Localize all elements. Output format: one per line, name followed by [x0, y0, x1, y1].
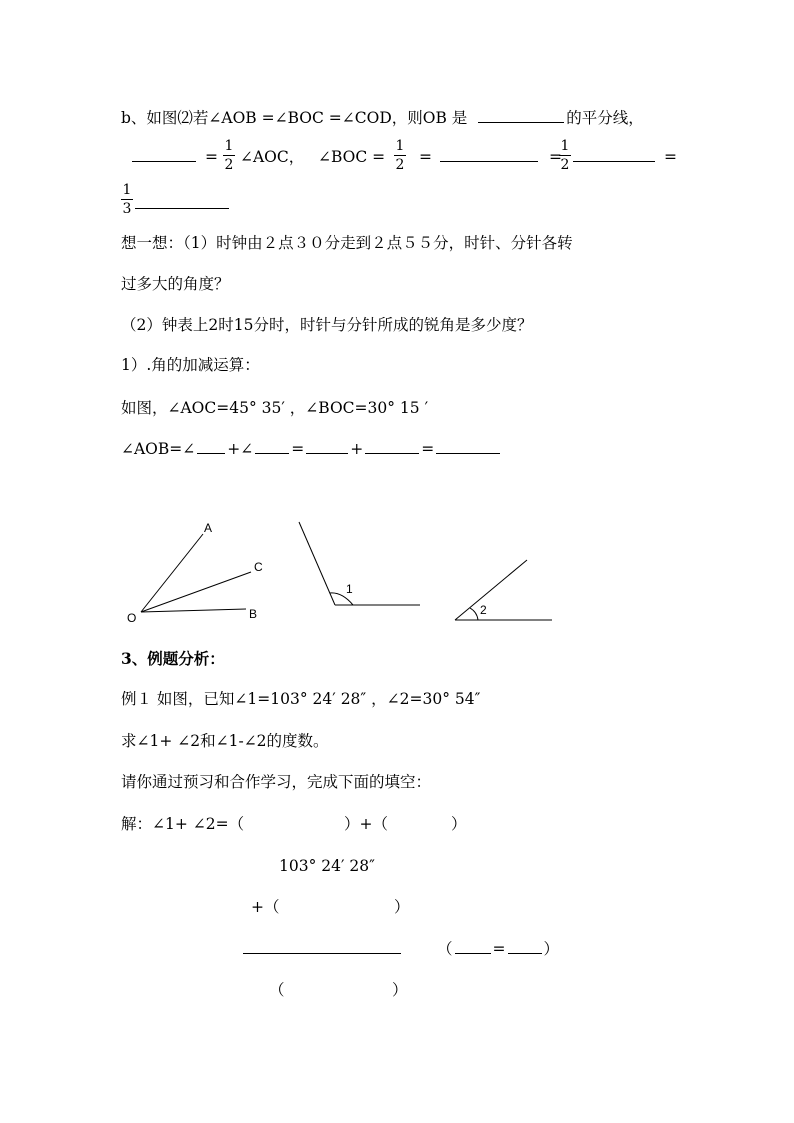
angle-2-ray-a [455, 560, 527, 620]
blank-angle-5 [436, 452, 500, 454]
blank-angle-2 [255, 452, 289, 454]
result-open: （ [269, 981, 285, 999]
label-c: C [254, 560, 263, 574]
blank-3 [573, 160, 655, 162]
think-q2: （2）钟表上2时15分时，时针与分针所成的锐角是多少度？ [121, 316, 533, 334]
think-q1-line2: 过多大的角度？ [121, 275, 230, 293]
solution-end: ） [451, 815, 467, 833]
label-b: B [249, 607, 258, 621]
solution-mid: ）+（ [344, 815, 388, 833]
section-b-line1 [121, 111, 644, 127]
fraction-half-2: 1 2 [395, 138, 405, 173]
eq-3: = [549, 148, 562, 166]
example-line1: 例１ 如图，已知∠1=103° 24′ 28″ ，∠2=30° 54″ [121, 690, 481, 708]
section-b-line2 [130, 150, 198, 166]
ops-heading: 1）.角的加减运算： [121, 356, 260, 374]
angle-1-ray-a [299, 522, 335, 605]
label-o: O [127, 611, 137, 625]
solution-plus-close: ） [394, 898, 410, 916]
angle-figures [0, 510, 794, 640]
ops-given: 如图，∠AOC=45° 35′ ，∠BOC=30° 15 ′ [121, 399, 429, 417]
think-q1-line1: 想一想：（1）时钟由２点３０分走到２点５５分，时针、分针各转 [121, 234, 573, 252]
angle-2-arc [470, 608, 478, 620]
label-a: A [204, 521, 213, 535]
angle-aoc-text: ∠AOC， [240, 148, 305, 166]
label-1: 1 [346, 582, 353, 596]
carry-paren: （ = ） [437, 940, 560, 958]
blank-angle-4 [365, 452, 419, 454]
example-line2: 求∠1+ ∠2和∠1-∠2的度数。 [121, 732, 329, 750]
blank-carry-1 [455, 952, 491, 954]
blank-2 [440, 160, 538, 162]
angle-boc-text: ∠BOC = [318, 148, 386, 166]
eq-1: = [205, 148, 218, 166]
blank-3-wrap [571, 150, 657, 166]
example-line3: 请你通过预习和合作学习，完成下面的填空： [121, 773, 432, 791]
label-2: 2 [480, 603, 487, 617]
figure-aob [141, 534, 251, 612]
section-b-suffix: 的平分线， [566, 109, 644, 127]
example-heading: 3、例题分析： [121, 649, 225, 668]
blank-bisector [478, 121, 564, 123]
ray-ob [141, 609, 246, 612]
sum-line [243, 952, 401, 954]
fraction-third: 1 3 [122, 182, 132, 217]
fraction-half-3: 1 2 [560, 138, 570, 173]
ops-aob-line: ∠AOB=∠ +∠ = + = [121, 442, 502, 458]
sum-line-wrap [241, 942, 403, 958]
result-close: ） [392, 981, 408, 999]
eq-4: = [664, 148, 677, 166]
solution-value: 103° 24′ 28″ [279, 857, 375, 875]
blank-4-wrap [133, 197, 231, 213]
blank-2-wrap [438, 150, 540, 166]
blank-1 [132, 160, 196, 162]
blank-angle-1 [197, 452, 225, 454]
blank-4 [135, 207, 229, 209]
section-b-prefix: b、如图⑵若∠AOB =∠BOC =∠COD，则OB 是 [121, 109, 468, 127]
eq-2: = [419, 148, 432, 166]
solution-plus-open: +（ [251, 898, 280, 916]
figure-angle-2 [455, 560, 552, 620]
blank-carry-2 [508, 952, 542, 954]
figure-angle-1 [299, 522, 420, 605]
solution-prefix: 解：∠1+ ∠2=（ [121, 815, 245, 833]
blank-angle-3 [306, 452, 348, 454]
fraction-half-1: 1 2 [224, 138, 234, 173]
